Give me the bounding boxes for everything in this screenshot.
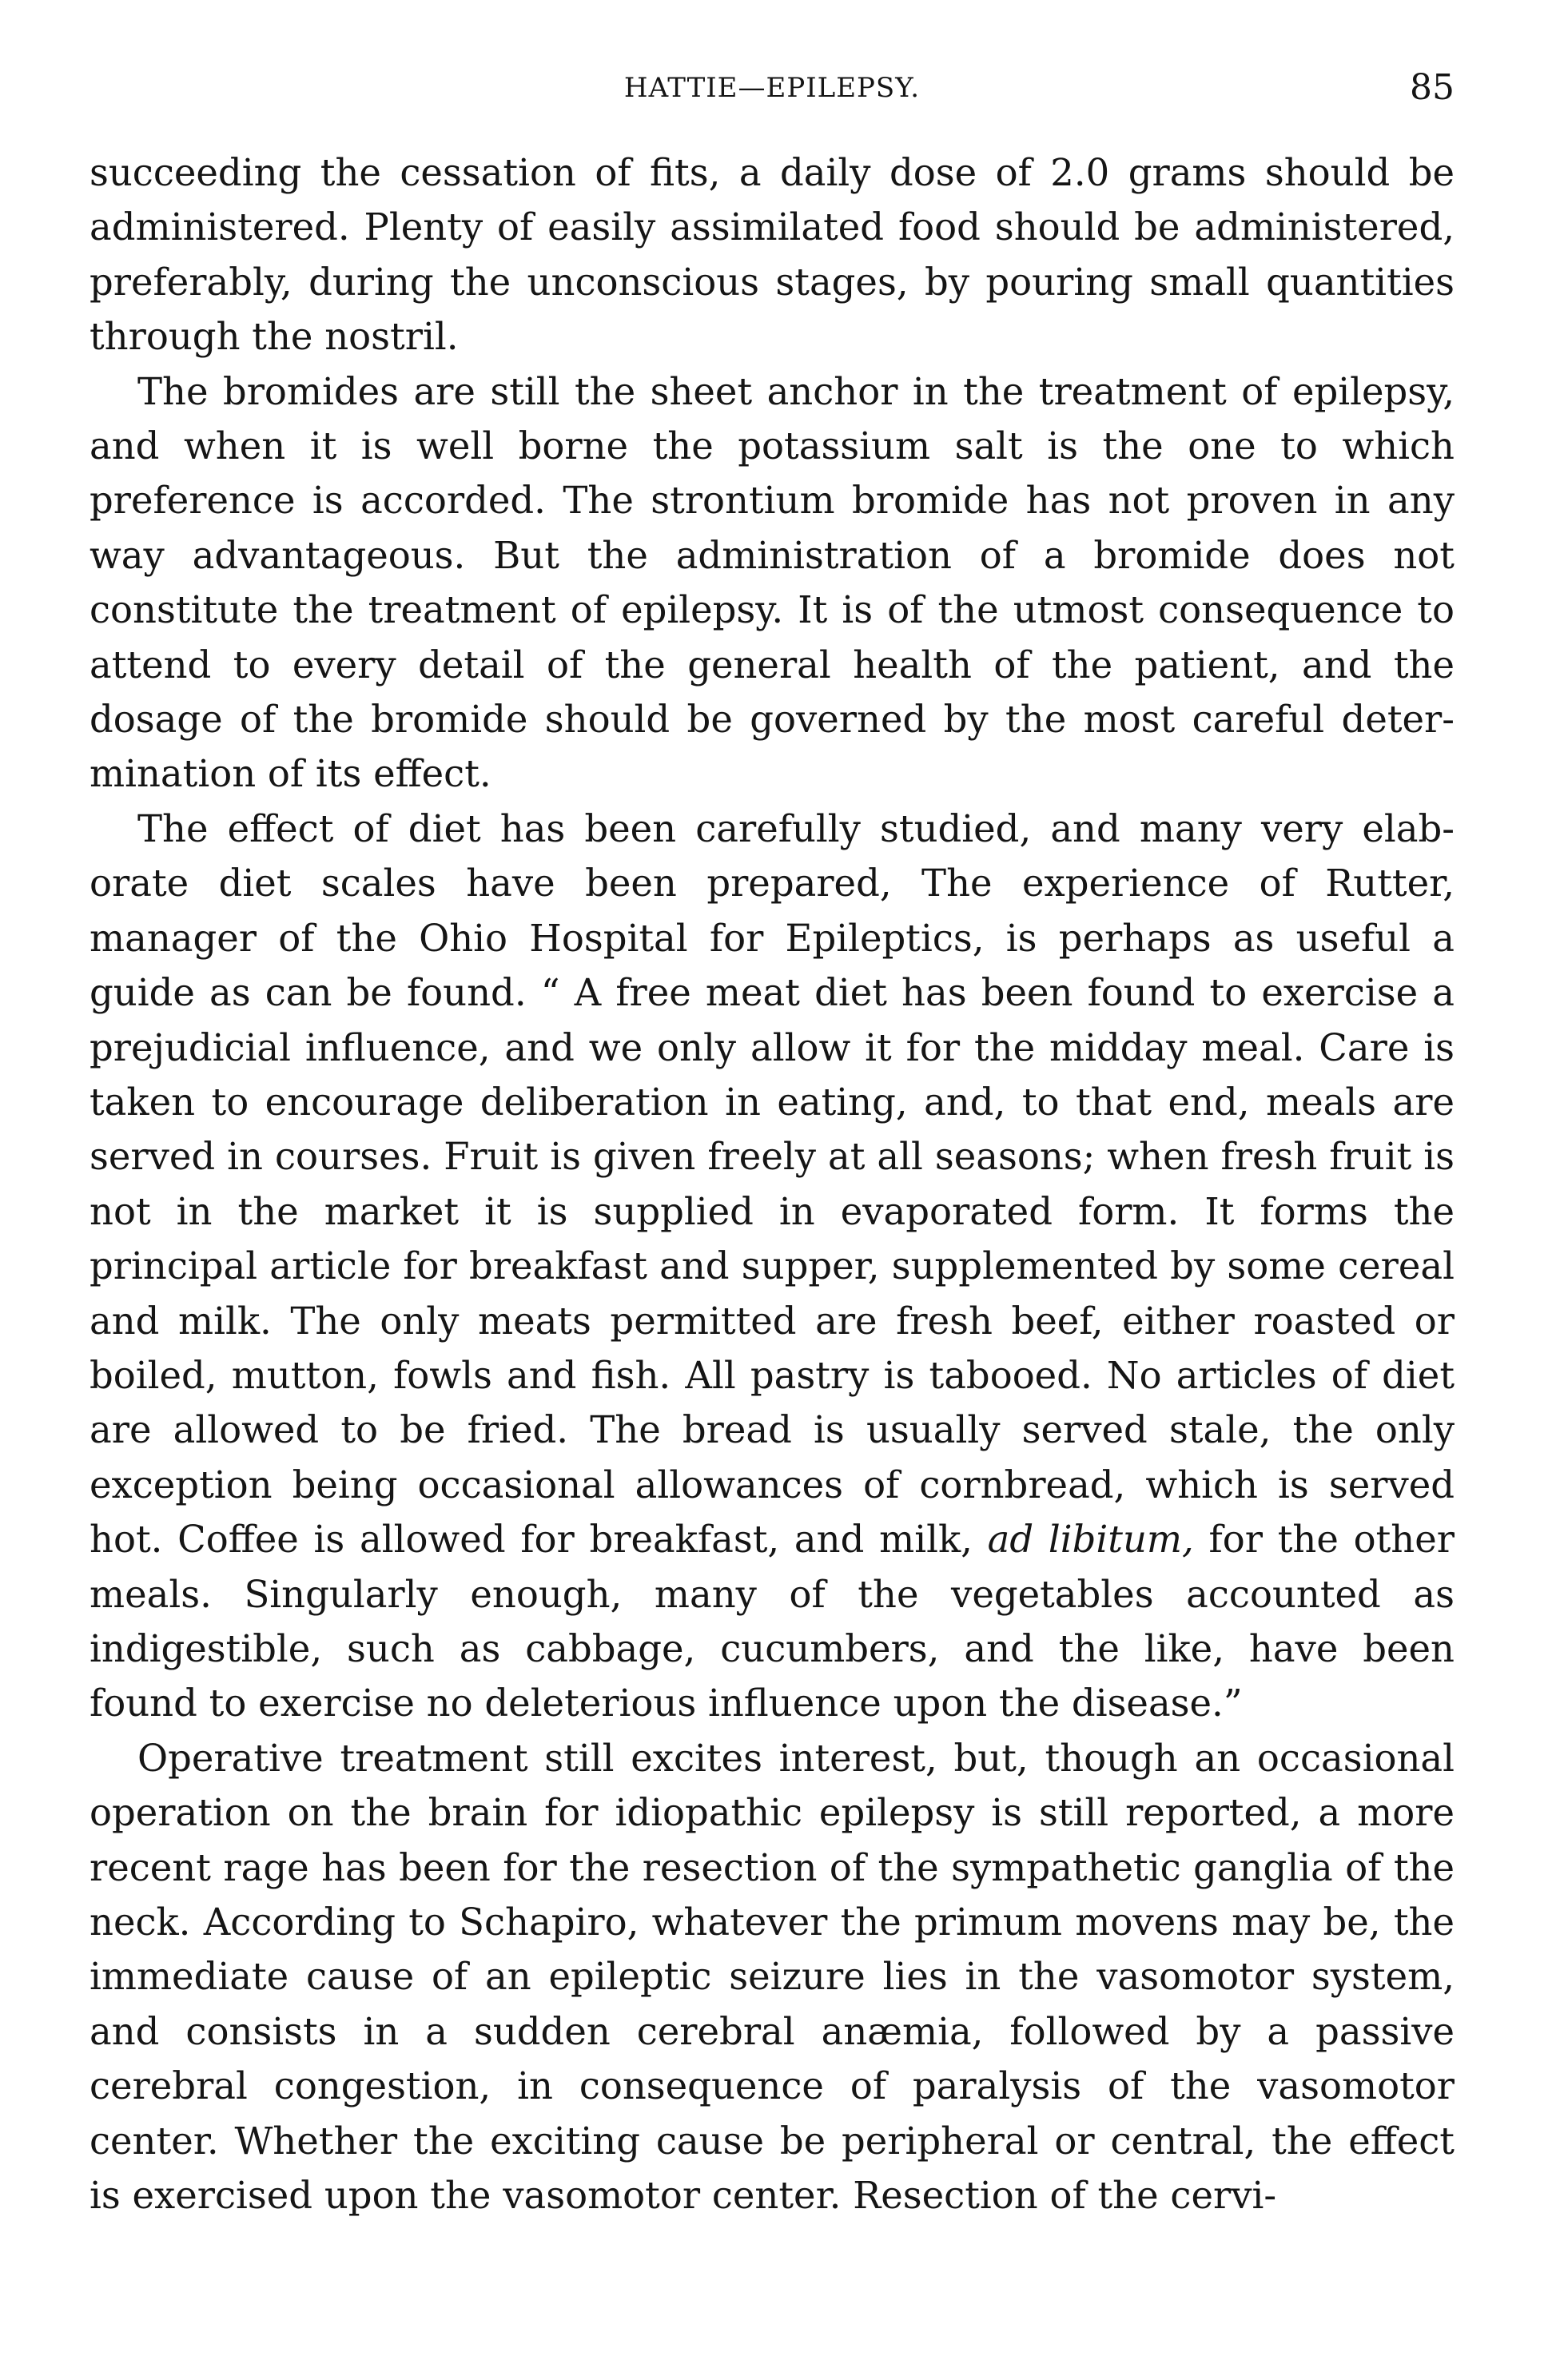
paragraph-diet bbox=[90, 802, 1455, 1731]
running-head bbox=[90, 67, 1455, 125]
body-text bbox=[90, 145, 1455, 2223]
paragraph-bromides: The bromides are still the sheet anchor in the treatment of epilepsy, and when it is well borne the potassium salt is the one to which preference is accorded. The strontium bromide has not proven in any way advantageous. But the administration of a bromide does not constitute the treatment of epilepsy. It is of the utmost consequence to attend to every detail of the general health of the patient, and the dosage of the bromide should be governed by the most careful determination of its effect. bbox=[90, 369, 1455, 796]
paragraph-continuation: succeeding the cessation of fits, a daily dose of 2.0 grams should be administered. Plenty of easily assimilated food should be administered, preferably, during the unconscious stages, by pouring small quantities through the nostril. bbox=[90, 151, 1455, 359]
italic-ad-libitum: ad libitum, bbox=[987, 1518, 1194, 1562]
paragraph-operative-treatment: Operative treatment still excites interest, but, though an occasional operation on the brain for idiopathic epilepsy is still reported, a more recent rage has been for the resection of the sympathetic ganglia of the neck. According to Schapiro, whatever the primum movens may be, the immediate cause of an epileptic seizure lies in the vasomotor system, and consists in a sudden cerebral anæmia, followed by a passive cerebral congestion, in consequence of paralysis of the vasomotor center. Whether the exciting cause be peripheral or central, the effect is exercised upon the vasomotor center. Resection of the cervi- bbox=[90, 1736, 1455, 2218]
diet-text-before: The effect of diet has been carefully studied, and many very elaborate diet scales have been prepared, The experience of Rutter, manager of the Ohio Hospital for Epileptics, is perhaps as useful a guide as can be found. “ A free meat diet has been found to exercise a prejudicial influence, and we only allow it for the midday meal. Care is taken to encourage deliberation in eating, and, to that end, meals are served in courses. Fruit is given freely at all seasons; when fresh fruit is not in the market it is supplied in evaporated form. It forms the principal article for breakfast and supper, supplemented by some cereal and milk. The only meats permitted are fresh beef, either roasted or boiled, mutton, fowls and fish. All pastry is tabooed. No articles of diet are allowed to be fried. The bread is usually served stale, the only exception being occasional allowances of cornbread, which is served hot. Coffee is allowed for breakfast, and milk, bbox=[90, 806, 1455, 1562]
diet-text-after: for the other meals. Singularly enough, many of the vegetables accounted as indigestible, such as cabbage, cucumbers, and the like, have been found to exercise no deleterious influence upon the disease.” bbox=[90, 1518, 1455, 1725]
book-page bbox=[90, 67, 1455, 2321]
running-title: HATTIE—EPILEPSY. bbox=[623, 72, 921, 104]
page-number: 85 bbox=[1410, 67, 1455, 108]
